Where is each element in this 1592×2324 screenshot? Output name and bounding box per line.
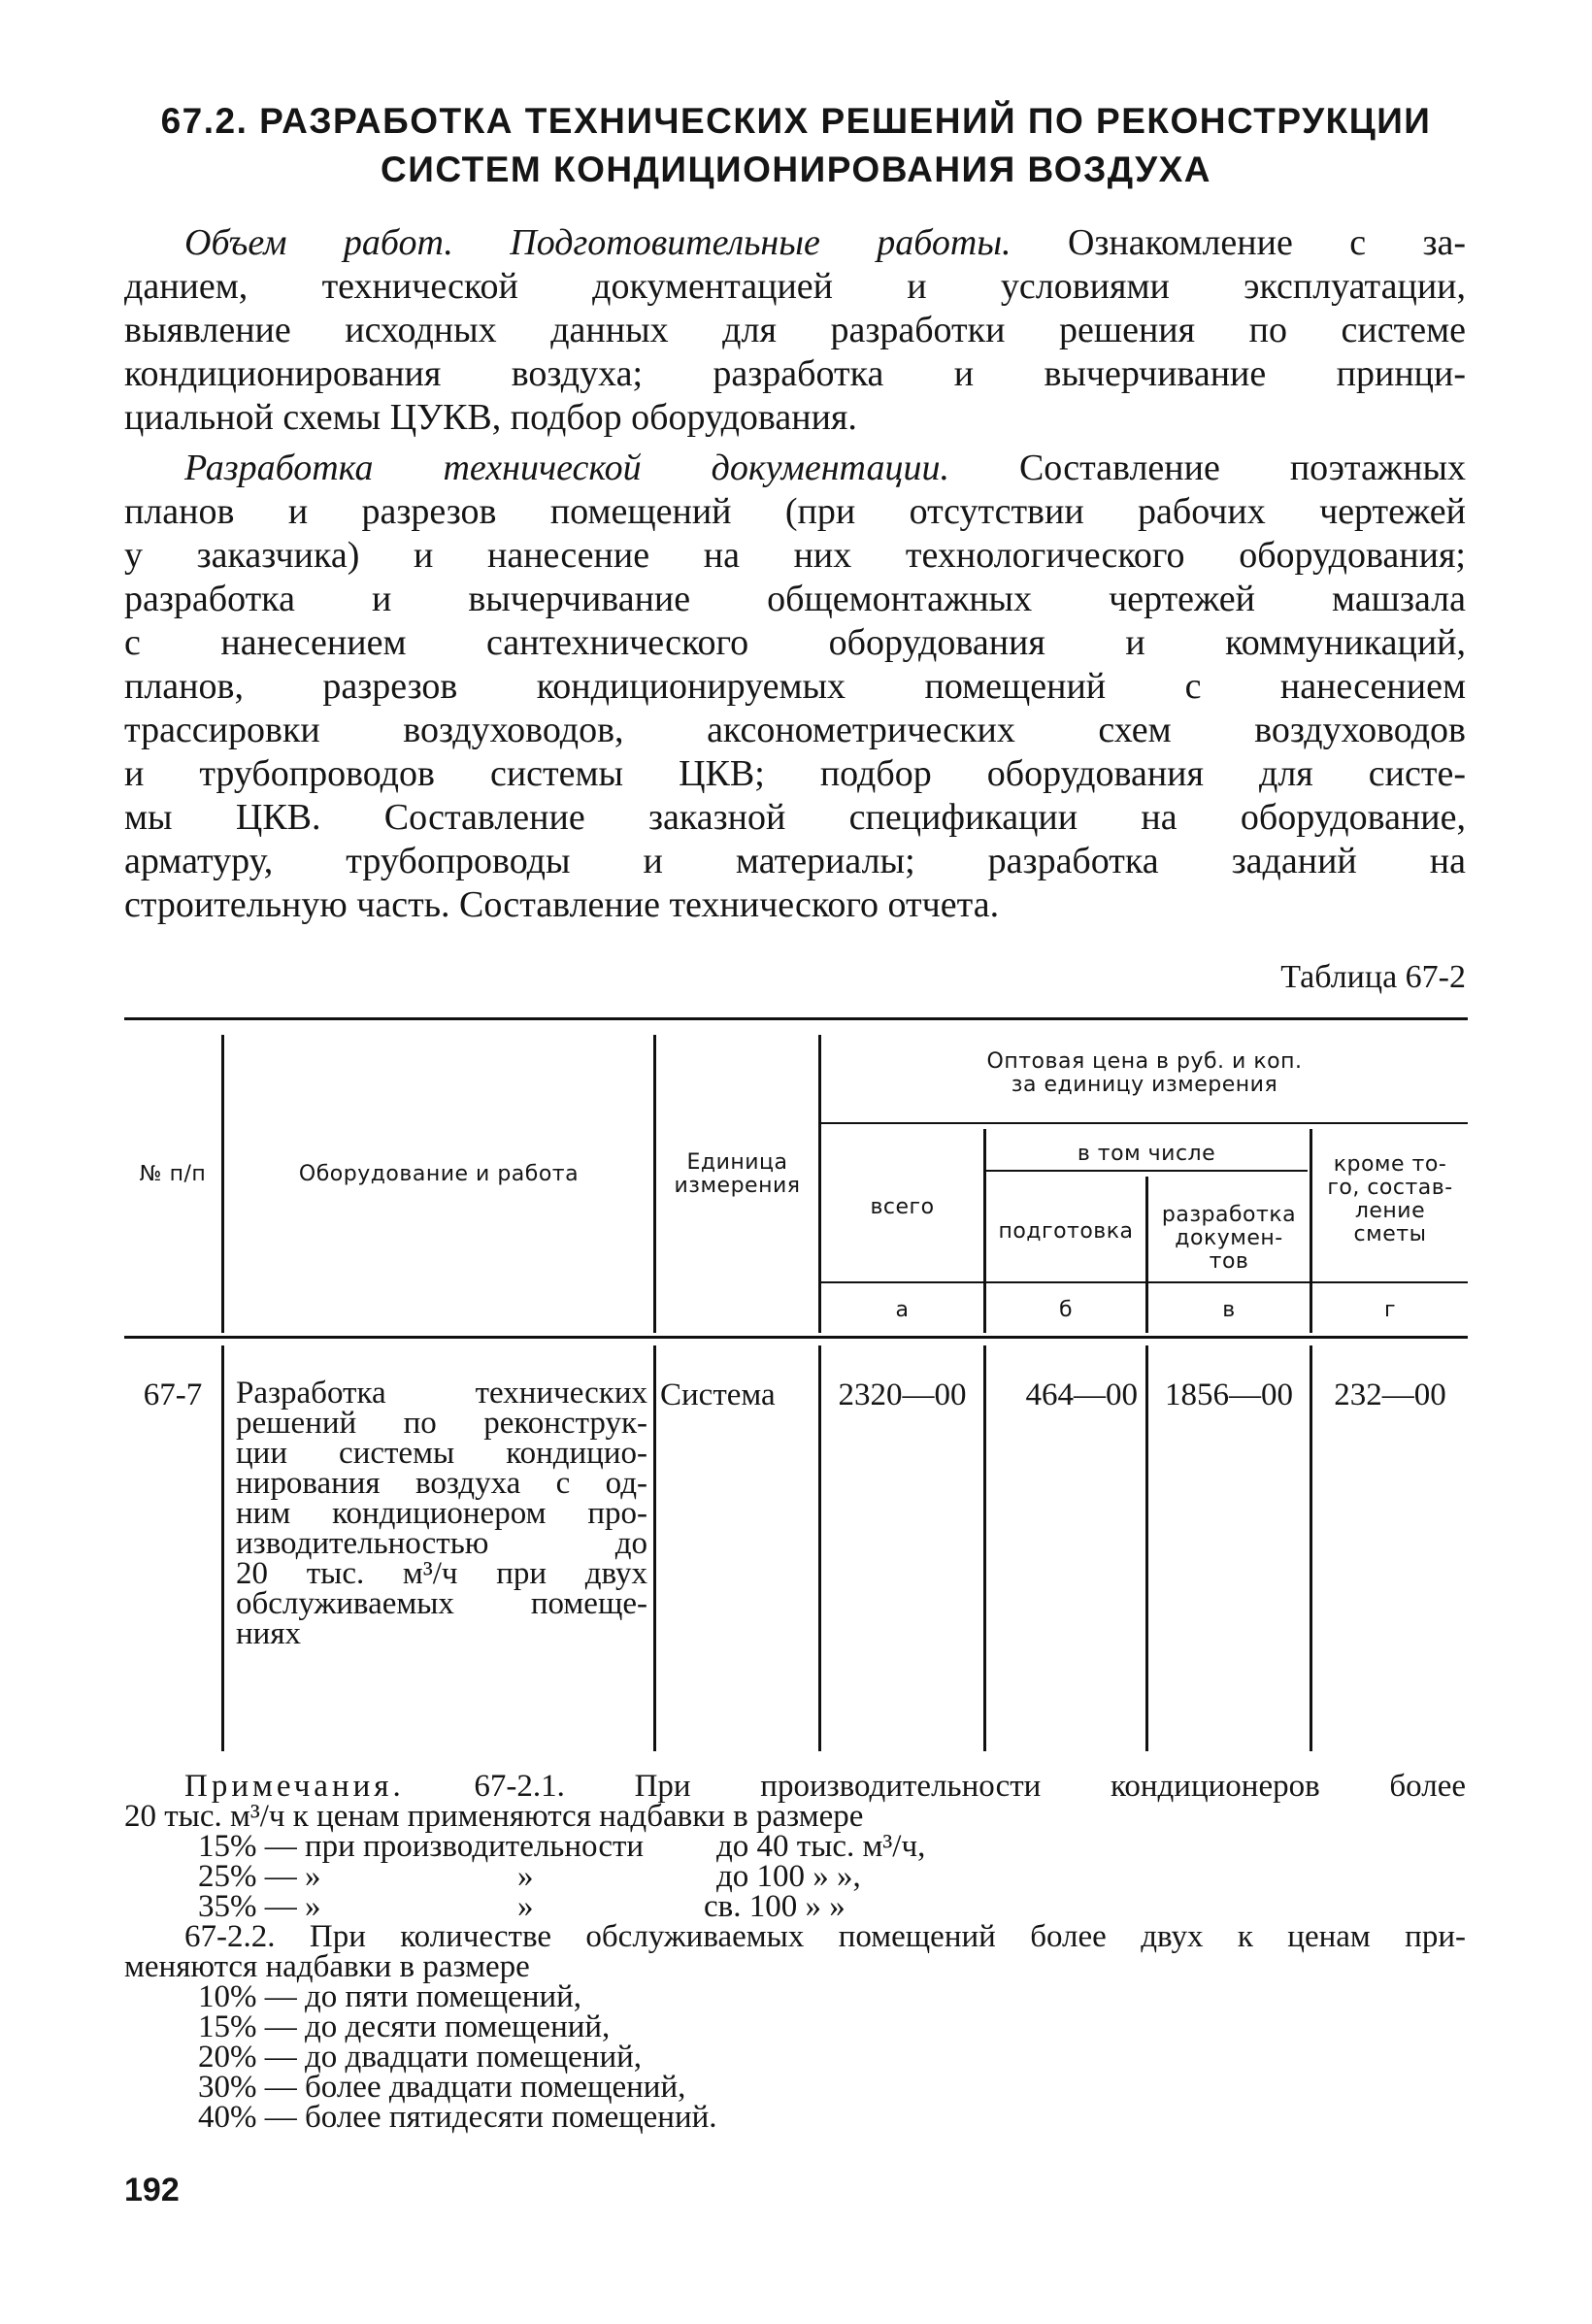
- header-estimate-line: ление: [1354, 1199, 1426, 1223]
- paragraph-text: мы ЦКВ. Составление заказной спецификации на оборудование,: [124, 797, 1466, 838]
- paragraph-technical-documentation: [124, 447, 1466, 927]
- table-caption: Таблица 67-2: [1280, 959, 1466, 995]
- column-rule: [221, 1035, 224, 1333]
- row-number: 67-7: [143, 1378, 203, 1412]
- description-line: обслуживаемых помеще-: [236, 1586, 647, 1621]
- header-including: в том числе: [1077, 1142, 1216, 1166]
- note-rate-row: [124, 1829, 1466, 1864]
- header-unit: [656, 1151, 818, 1198]
- row-preparation: 464—00: [1025, 1378, 1138, 1412]
- note-surcharge: 15% — до десяти помещений,: [198, 2009, 611, 2044]
- description-line: ции системы кондицио-: [236, 1436, 647, 1471]
- note-surcharge: 40% — более пятидесяти помещений.: [198, 2100, 717, 2135]
- description-line: решений по реконструк-: [236, 1406, 647, 1441]
- paragraph-text: планов и разрезов помещений (при отсутствии рабочих чертежей: [124, 491, 1466, 532]
- notes: [124, 1769, 1466, 2135]
- paragraph-text: Составление поэтажных: [948, 448, 1466, 488]
- notes-title: Примечания.: [184, 1769, 405, 1804]
- description-line: нирования воздуха с од-: [236, 1466, 647, 1501]
- paragraph-text: с нанесением сантехнического оборудования и коммуникаций,: [124, 622, 1466, 663]
- header-price-line: Оптовая цена в руб. и коп.: [986, 1049, 1303, 1074]
- header-documentation: [1148, 1204, 1310, 1274]
- paragraph-text: данием, технической документацией и условиями эксплуатации,: [124, 266, 1466, 307]
- header-unit-line: измерения: [674, 1174, 801, 1198]
- paragraph-text: строительную часть. Составление технического отчета.: [124, 884, 1000, 925]
- paragraph-text: планов, разрезов кондиционируемых помещений с нанесением: [124, 666, 1466, 707]
- note-line: 20 тыс. м³/ч к ценам применяются надбавки в размере: [124, 1799, 864, 1834]
- rate-percent: 25% — »: [198, 1859, 321, 1894]
- description-line: ниях: [236, 1616, 301, 1651]
- description-line: Разработка технических: [236, 1376, 647, 1411]
- paragraph-lead: Объем работ. Подготовительные работы.: [184, 222, 1012, 263]
- section-heading: [126, 97, 1466, 194]
- note-surcharge: 10% — до пяти помещений,: [198, 1979, 582, 2014]
- paragraph-text: циальной схемы ЦУКВ, подбор оборудования.: [124, 397, 857, 438]
- header-rule: [818, 1122, 1468, 1124]
- page-number: 192: [124, 2172, 180, 2208]
- header-estimate-line: кроме то-: [1333, 1152, 1447, 1177]
- description-line: изводительностью до: [236, 1526, 647, 1561]
- header-total: всего: [870, 1195, 935, 1219]
- column-letter-v: в: [1222, 1298, 1236, 1322]
- rate-value: до 100 » »,: [716, 1859, 861, 1894]
- header-work: Оборудование и работа: [298, 1162, 580, 1186]
- paragraph-lead: Разработка технической документации.: [184, 448, 949, 488]
- header-doc-line: разработка: [1161, 1203, 1297, 1227]
- row-estimate: 232—00: [1334, 1378, 1446, 1412]
- row-total: 2320—00: [838, 1378, 967, 1412]
- heading-line-1: 67.2. РАЗРАБОТКА ТЕХНИЧЕСКИХ РЕШЕНИЙ ПО РЕКОНСТРУКЦИИ: [160, 101, 1432, 141]
- header-estimate-line: сметы: [1353, 1222, 1427, 1246]
- header-rule: [986, 1170, 1308, 1172]
- note-line: меняются надбавки в размере: [124, 1949, 530, 1984]
- header-doc-line: тов: [1209, 1249, 1249, 1274]
- header-price: [821, 1050, 1468, 1097]
- row-description: [236, 1378, 647, 1649]
- note-surcharge: 30% — более двадцати помещений,: [198, 2070, 686, 2105]
- description-line: ним кондиционером про-: [236, 1496, 647, 1531]
- paragraph-text: арматуру, трубопроводы и материалы; разработка заданий на: [124, 841, 1466, 881]
- paragraph-text: выявление исходных данных для разработки решения по системе: [124, 310, 1466, 350]
- note-line: 67-2.2. При количестве обслуживаемых помещений более двух к ценам при-: [184, 1919, 1466, 1954]
- note-rate-row: [124, 1859, 1466, 1894]
- paragraph-text: кондиционирования воздуха; разработка и вычерчивание принци-: [124, 353, 1466, 394]
- row-documentation: 1856—00: [1165, 1378, 1293, 1412]
- column-rule: [221, 1345, 224, 1751]
- rate-ditto: »: [517, 1889, 534, 1924]
- header-price-line: за единицу измерения: [1011, 1073, 1278, 1097]
- note-line: [124, 1769, 1466, 1804]
- column-rule: [653, 1345, 656, 1751]
- column-letter-b: б: [1058, 1298, 1074, 1322]
- description-line: 20 тыс. м³/ч при двух: [236, 1556, 647, 1591]
- header-estimate-line: го, состав-: [1327, 1176, 1453, 1200]
- row-unit: Система: [660, 1378, 776, 1412]
- rate-value: св. 100 » »: [704, 1889, 846, 1924]
- header-preparation: подготовка: [998, 1219, 1134, 1244]
- header-estimate: [1312, 1153, 1468, 1246]
- header-unit-line: Единица: [686, 1150, 788, 1175]
- header-rule: [818, 1281, 1468, 1283]
- paragraph-scope-of-work: [124, 221, 1466, 440]
- header-bottom-rule: [124, 1336, 1468, 1339]
- rate-ditto: »: [517, 1859, 534, 1894]
- paragraph-text: у заказчика) и нанесение на них технологического оборудования;: [124, 535, 1466, 576]
- rate-percent: 15% — при производительности: [198, 1829, 645, 1864]
- note-rate-row: [124, 1889, 1466, 1924]
- header-number: № п/п: [139, 1162, 207, 1186]
- paragraph-text: разработка и вычерчивание общемонтажных чертежей машзала: [124, 579, 1466, 619]
- paragraph-text: и трубопроводов системы ЦКВ; подбор оборудования для систе-: [124, 753, 1466, 794]
- header-doc-line: докумен-: [1175, 1226, 1283, 1250]
- note-surcharge: 20% — до двадцати помещений,: [198, 2040, 643, 2075]
- rate-value: до 40 тыс. м³/ч,: [716, 1829, 926, 1864]
- paragraph-text: Ознакомление с за-: [1011, 222, 1466, 263]
- table-top-rule: [124, 1017, 1468, 1020]
- rate-percent: 35% — »: [198, 1889, 321, 1924]
- paragraph-text: трассировки воздуховодов, аксонометрических схем воздуховодов: [124, 710, 1466, 750]
- column-letter-a: а: [895, 1298, 910, 1322]
- column-letter-g: г: [1383, 1298, 1397, 1322]
- heading-line-2: СИСТЕМ КОНДИЦИОНИРОВАНИЯ ВОЗДУХА: [381, 149, 1211, 189]
- note-text: 67-2.1. При производительности кондиционеров более: [474, 1769, 1466, 1804]
